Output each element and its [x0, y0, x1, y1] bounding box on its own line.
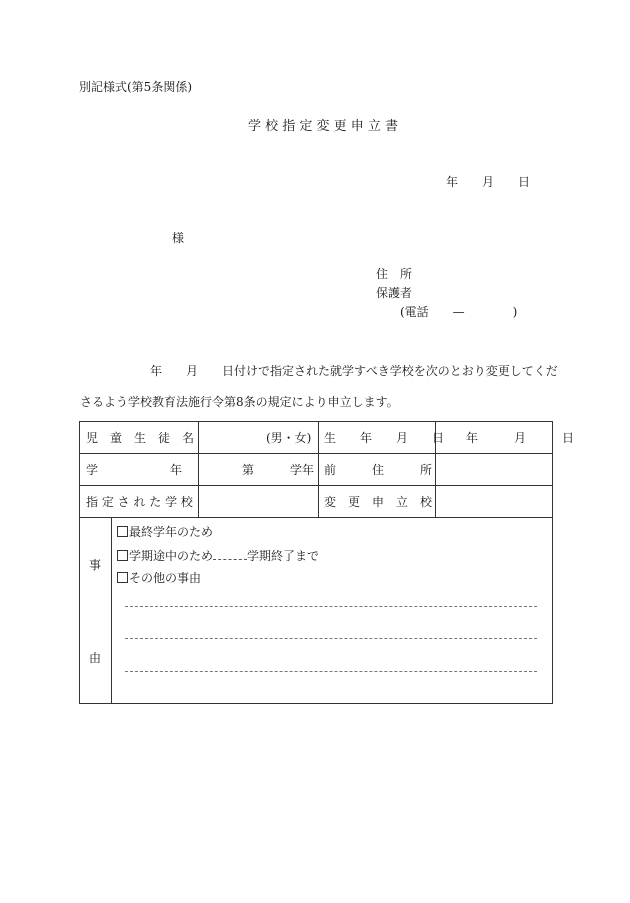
- previous-address-label: 前 住 所: [324, 463, 433, 477]
- column-divider: [111, 517, 112, 704]
- term-blank-field[interactable]: [213, 549, 247, 560]
- column-divider: [198, 422, 199, 517]
- requested-school-field[interactable]: [440, 490, 550, 512]
- phone-label: (電話 — ): [400, 305, 518, 319]
- reason-write-line[interactable]: [125, 606, 537, 607]
- reason-label-top: 事: [89, 558, 102, 572]
- address-label: 住 所: [376, 267, 413, 281]
- assigned-school-label: 指 定 さ れ た 学 校: [86, 495, 193, 509]
- reason-option-mid-term[interactable]: [117, 549, 319, 562]
- reason-write-line[interactable]: [125, 671, 537, 672]
- requested-school-label: 変 更 申 立 校: [324, 495, 433, 509]
- application-table: [79, 421, 575, 704]
- reason-option-other[interactable]: [117, 572, 201, 584]
- row-divider: [80, 485, 553, 486]
- reason-option-label: 学期途中のため: [129, 549, 214, 563]
- reason-option-label: 最終学年のため: [129, 525, 214, 539]
- assigned-school-field[interactable]: [203, 490, 313, 512]
- grade-label: 学 年: [86, 463, 183, 477]
- addressee-honorific: 様: [172, 231, 185, 245]
- grade-field[interactable]: 第 学年: [242, 463, 315, 477]
- previous-address-field[interactable]: [440, 458, 550, 480]
- student-name-field[interactable]: (男・女): [266, 431, 312, 445]
- date-line: 年 月 日: [446, 175, 531, 189]
- document-title: 学 校 指 定 変 更 申 立 書: [248, 119, 399, 134]
- checkbox-icon[interactable]: [117, 550, 128, 561]
- row-divider: [80, 453, 553, 454]
- reason-write-line[interactable]: [125, 638, 537, 639]
- checkbox-icon[interactable]: [117, 526, 128, 537]
- reason-option-label-suffix: 学期終了まで: [247, 549, 320, 563]
- reason-option-label: その他の事由: [129, 571, 202, 585]
- body-text-line-1: 年 月 日付けで指定された就学すべき学校を次のとおり変更してくだ: [150, 364, 558, 378]
- guardian-label: 保護者: [376, 286, 413, 300]
- row-divider: [80, 517, 553, 518]
- birth-date-label: 生 年 月 日: [324, 431, 445, 445]
- reason-label-bottom: 由: [89, 651, 102, 665]
- reason-option-final-year[interactable]: [117, 526, 213, 538]
- student-name-label: 児 童 生 徒 名: [86, 431, 195, 445]
- birth-date-field[interactable]: 年 月 日: [466, 431, 575, 445]
- checkbox-icon[interactable]: [117, 572, 128, 583]
- form-reference: 別記様式(第5条関係): [79, 80, 192, 94]
- body-text-line-2: さるよう学校教育法施行令第8条の規定により申立します。: [80, 395, 399, 409]
- column-divider: [318, 422, 319, 517]
